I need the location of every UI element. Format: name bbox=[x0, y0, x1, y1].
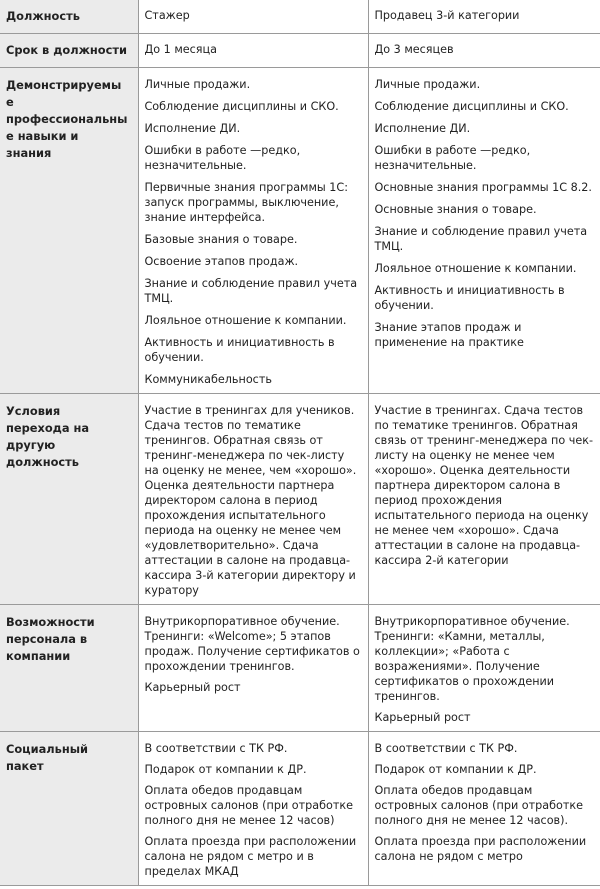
list-item: Внутрикорпоративное обучение. Тренинги: «Welcome»; 5 этапов продаж. Получение сертификатов о прохождении тренингов. bbox=[144, 615, 360, 673]
list-item: Лояльное отношение к компании. bbox=[374, 262, 577, 275]
list-item: Основные знания программы 1С 8.2. bbox=[374, 181, 592, 194]
list-item: Знание и соблюдение правил учета ТМЦ. bbox=[374, 225, 588, 253]
list-item: Соблюдение дисциплины и СКО. bbox=[144, 100, 339, 113]
list-item: Лояльное отношение к компании. bbox=[144, 314, 347, 327]
opportunities-seller-3rd bbox=[368, 605, 600, 732]
social-trainee bbox=[138, 732, 368, 886]
table-row-position bbox=[0, 0, 600, 34]
list-item: Подарок от компании к ДР. bbox=[374, 763, 537, 776]
skills-seller-3rd bbox=[368, 68, 600, 394]
term-trainee: До 1 месяца bbox=[138, 34, 368, 68]
list-item: Оплата обедов продавцам островных салонов (при отработке полного дня не менее 12 часов) bbox=[144, 784, 354, 827]
list-item: Активность и инициативность в обучении. bbox=[144, 336, 335, 364]
list-item: Знание и соблюдение правил учета ТМЦ. bbox=[144, 277, 358, 305]
list-item: Ошибки в работе —редко, незначительные. bbox=[374, 144, 531, 172]
list-item: Подарок от компании к ДР. bbox=[144, 763, 307, 776]
list-item: Активность и инициативность в обучении. bbox=[374, 284, 565, 312]
list-item: Освоение этапов продаж. bbox=[144, 255, 299, 268]
list-item: Исполнение ДИ. bbox=[144, 122, 241, 135]
row-label-position: Должность bbox=[0, 0, 138, 34]
table-row-term bbox=[0, 34, 600, 68]
table-row-social bbox=[0, 732, 600, 886]
list-item: Карьерный рост bbox=[374, 711, 471, 724]
social-seller-3rd bbox=[368, 732, 600, 886]
table-row-opportunities bbox=[0, 605, 600, 732]
row-label-transfer: Условия перехода на другую должность bbox=[0, 394, 138, 605]
list-item: Оплата проезда при расположении салона не рядом с метро и в пределах МКАД bbox=[144, 835, 357, 878]
list-item: Соблюдение дисциплины и СКО. bbox=[374, 100, 569, 113]
list-item: Основные знания о товаре. bbox=[374, 203, 537, 216]
list-item: Карьерный рост bbox=[144, 681, 241, 694]
list-item: Внутрикорпоративное обучение. Тренинги: «Камни, металлы, коллекции»; «Работа с возражениями». Получение сертификатов о прохождении тренингов. bbox=[374, 615, 570, 703]
table-row-transfer bbox=[0, 394, 600, 605]
table-row-skills bbox=[0, 68, 600, 394]
position-trainee: Стажер bbox=[138, 0, 368, 34]
list-item: В соответствии с ТК РФ. bbox=[144, 742, 288, 755]
row-label-social: Социальный пакет bbox=[0, 732, 138, 886]
list-item: Оплата проезда при расположении салона не рядом с метро bbox=[374, 835, 587, 863]
row-label-skills: Демонстрируемые профессиональные навыки и знания bbox=[0, 68, 138, 394]
row-label-term: Срок в должности bbox=[0, 34, 138, 68]
list-item: Ошибки в работе —редко, незначительные. bbox=[144, 144, 301, 172]
skills-trainee bbox=[138, 68, 368, 394]
list-item: Личные продажи. bbox=[374, 78, 481, 91]
list-item: Личные продажи. bbox=[144, 78, 251, 91]
transfer-trainee: Участие в тренингах для учеников. Сдача тестов по тематике тренингов. Обратная связь от тренинг-менеджера по чек-листу на оценку не менее, чем «хорошо». Оценка деятельности партнера директором салона в период прохождения испытательного периода на оценку не менее чем «удовлетворительно». Сдача аттестации в салоне на продавца-кассира 3-й категории директору и куратору bbox=[138, 394, 368, 605]
list-item: Первичные знания программы 1С: запуск программы, выключение, знание интерфейса. bbox=[144, 181, 349, 224]
list-item: Базовые знания о товаре. bbox=[144, 233, 298, 246]
list-item: В соответствии с ТК РФ. bbox=[374, 742, 518, 755]
term-seller-3rd: До 3 месяцев bbox=[368, 34, 600, 68]
list-item: Коммуникабельность bbox=[144, 373, 272, 386]
list-item: Знание этапов продаж и применение на практике bbox=[374, 321, 524, 349]
list-item: Исполнение ДИ. bbox=[374, 122, 471, 135]
position-seller-3rd: Продавец 3-й категории bbox=[368, 0, 600, 34]
list-item: Оплата обедов продавцам островных салонов (при отработке полного дня не менее 12 часов). bbox=[374, 784, 584, 827]
row-label-opportunities: Возможности персонала в компании bbox=[0, 605, 138, 732]
opportunities-trainee bbox=[138, 605, 368, 732]
transfer-seller-3rd: Участие в тренингах. Сдача тестов по тематике тренингов. Обратная связь от тренинг-менеджера по чек-листу на оценку не менее чем «хорошо». Оценка деятельности партнера директором салона в период прохождения испытательного периода на оценку не менее чем «хорошо». Сдача аттестации в салоне на продавца-кассира 2-й категории bbox=[368, 394, 600, 605]
